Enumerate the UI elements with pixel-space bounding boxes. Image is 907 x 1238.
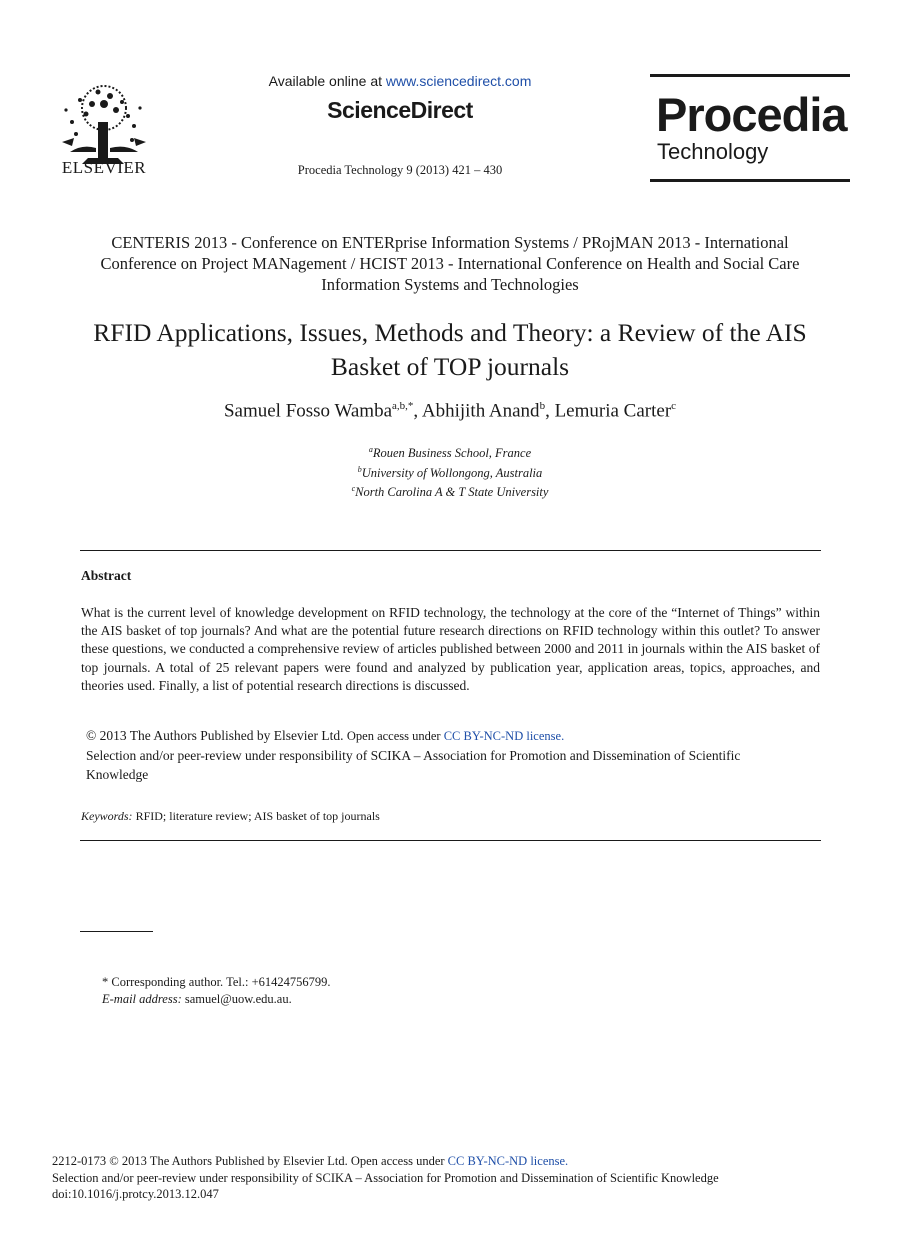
copyright-text: © 2013 The Authors Published by Elsevier Ltd. (86, 728, 347, 743)
email-address: samuel@uow.edu.au. (181, 992, 292, 1006)
affiliation-text: Rouen Business School, France (372, 446, 532, 461)
author-name: Samuel Fosso Wamba (223, 400, 393, 422)
affiliation-item (80, 442, 820, 462)
journal-reference: Procedia Technology 9 (2013) 421 – 430 (297, 163, 503, 177)
publisher-name: ELSEVIER (61, 158, 147, 177)
corresponding-author-contact: * Corresponding author. Tel.: +61424756799. (102, 975, 331, 989)
open-access-text: Open access under (346, 729, 444, 743)
affiliation-marker: b (357, 464, 362, 474)
page-footer (52, 1153, 872, 1203)
affiliation-list (80, 442, 820, 501)
footer-doi: doi:10.1016/j.protcy.2013.12.047 (52, 1187, 219, 1201)
abstract-top-rule (80, 550, 821, 551)
affiliation-marker: a (368, 445, 373, 454)
affiliation-item (80, 462, 820, 482)
paper-title: RFID Applications, Issues, Methods and Theory: a Review of the AIS Basket of TOP journals (93, 318, 807, 381)
corresponding-author-footnote (102, 974, 331, 1008)
footer-peer-review: Selection and/or peer-review under responsibility of SCIKA – Association for Promotion and Dissemination of Scientific Knowledge (52, 1170, 719, 1185)
availability-prefix: Available online at (268, 73, 386, 89)
author-name: Abhijith Anand (421, 400, 540, 422)
author-list (80, 400, 820, 422)
availability-line (220, 73, 580, 89)
footer-license-link[interactable]: CC BY-NC-ND license. (447, 1154, 569, 1168)
affiliation-marker: c (351, 484, 356, 494)
footnote-rule (80, 931, 153, 932)
copyright-line (86, 726, 786, 746)
license-link[interactable]: CC BY-NC-ND license. (443, 729, 565, 743)
affiliation-text: North Carolina A & T State University (355, 485, 549, 500)
procedia-logo (650, 74, 850, 182)
keywords-text: RFID; literature review; AIS basket of top journals (132, 809, 380, 823)
procedia-logo-main: Procedia (656, 88, 847, 141)
peer-review-text: Selection and/or peer-review under responsibility of SCIKA – Association for Promotion and Dissemination of Scientific Knowledge (86, 748, 741, 782)
corresponding-author-marker: * (407, 400, 414, 412)
conference-line: CENTERIS 2013 - Conference on ENTERprise Information Systems / PRojMAN 2013 - International Conference on Project MANagement / HCIST 2013 - International Conference on Health and Social Care Information Systems and Technologies (100, 233, 800, 294)
author-affiliation-marker: a,b, (392, 400, 408, 412)
author-affiliation-marker: c (671, 400, 677, 412)
author-separator: , (545, 400, 555, 422)
keywords-label: Keywords: (81, 809, 133, 823)
platform-name: ScienceDirect (327, 97, 473, 123)
abstract-bottom-rule (80, 840, 821, 841)
footer-copyright-line (52, 1153, 872, 1170)
author-affiliation-marker: b (539, 400, 546, 412)
author-name: Lemuria Carter (554, 400, 672, 422)
copyright-notice (86, 726, 786, 784)
footer-copyright-text: 2212-0173 © 2013 The Authors Published by Elsevier Ltd. Open access under (52, 1154, 448, 1168)
email-label: E-mail address: (102, 992, 182, 1006)
sciencedirect-link[interactable]: www.sciencedirect.com (385, 73, 532, 89)
author-separator: , (413, 400, 422, 422)
abstract-heading: Abstract (81, 568, 132, 583)
affiliation-text: University of Wollongong, Australia (361, 465, 543, 480)
keywords-line (81, 809, 380, 824)
email-line (102, 991, 331, 1008)
abstract-body: What is the current level of knowledge development on RFID technology, the technology at the core of the “Internet of Things” within the AIS basket of top journals? And what are the potential future research directions on RFID technology within this outlet? To answer these questions, we conducted a comprehensive review of articles published between 2000 and 2011 in journals within the AIS basket of top journals. A total of 25 relevant papers were found and analyzed by publication year, application areas, topics, approaches, and theories used. Finally, a list of potential research directions is discussed. (81, 605, 820, 693)
affiliation-item (80, 481, 820, 501)
procedia-logo-sub: Technology (657, 139, 769, 164)
